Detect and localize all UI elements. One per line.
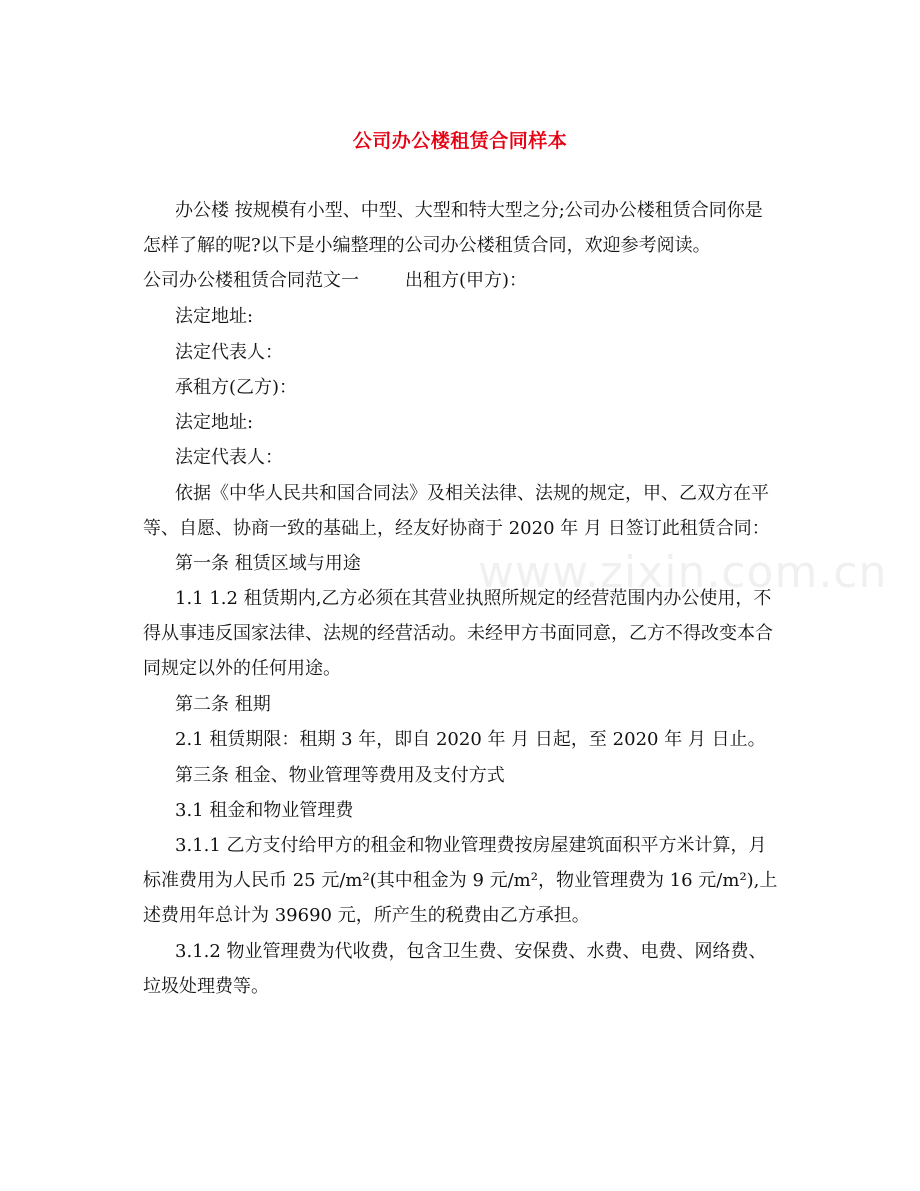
clause-3-1-1-line-1: 3.1.1 乙方支付给甲方的租金和物业管理费按房屋建筑面积平方米计算，月 (175, 835, 767, 856)
article-2-title: 第二条 租期 (175, 694, 271, 715)
lessee-label: 承租方(乙方)： (175, 377, 298, 398)
clause-3-1-2-line-1: 3.1.2 物业管理费为代收费，包含卫生费、安保费、水费、电费、网络费、 (175, 941, 767, 962)
intro-line-1: 办公楼 按规模有小型、中型、大型和特大型之分;公司办公楼租赁合同你是 (175, 200, 763, 221)
sample-heading: 公司办公楼租赁合同范文一 (143, 270, 359, 291)
article-1-title: 第一条 租赁区域与用途 (175, 553, 361, 574)
clause-3-1-1-line-2: 标准费用为人民币 25 元/m²(其中租金为 9 元/m²，物业管理费为 16 元/m²),上 (143, 870, 778, 891)
lessor-label: 出租方(甲方)： (405, 270, 528, 291)
basis-line-2: 等、自愿、协商一致的基础上，经友好协商于 2020 年 月 日签订此租赁合同： (143, 518, 770, 539)
article-2-line-1: 2.1 租赁期限：租期 3 年，即自 2020 年 月 日起，至 2020 年 月 日止。 (175, 729, 766, 750)
intro-line-2: 怎样了解的呢?以下是小编整理的公司办公楼租赁合同，欢迎参考阅读。 (143, 235, 711, 256)
document-title: 公司办公楼租赁合同样本 (352, 130, 568, 152)
article-1-line-2: 得从事违反国家法律、法规的经营活动。未经甲方书面同意，乙方不得改变本合 (143, 623, 773, 644)
watermark: www.zixin.com.cn (478, 547, 888, 598)
lessee-address: 法定地址: (175, 412, 254, 433)
article-3-subtitle: 3.1 租金和物业管理费 (175, 800, 354, 821)
sample-heading-row (143, 269, 527, 293)
lessor-representative: 法定代表人： (175, 342, 283, 363)
article-1-line-1: 1.1 1.2 租赁期内,乙方必须在其营业执照所规定的经营范围内办公使用，不 (175, 588, 772, 609)
lessor-address: 法定地址: (175, 306, 254, 327)
clause-3-1-1-line-3: 述费用年总计为 39690 元，所产生的税费由乙方承担。 (143, 905, 590, 926)
article-1-line-3: 同规定以外的任何用途。 (143, 658, 341, 679)
basis-line-1: 依据《中华人民共和国合同法》及相关法律、法规的规定，甲、乙双方在平 (175, 483, 769, 504)
article-3-title: 第三条 租金、物业管理等费用及支付方式 (175, 765, 505, 786)
lessee-representative: 法定代表人： (175, 447, 283, 468)
clause-3-1-2-line-2: 垃圾处理费等。 (143, 976, 269, 997)
